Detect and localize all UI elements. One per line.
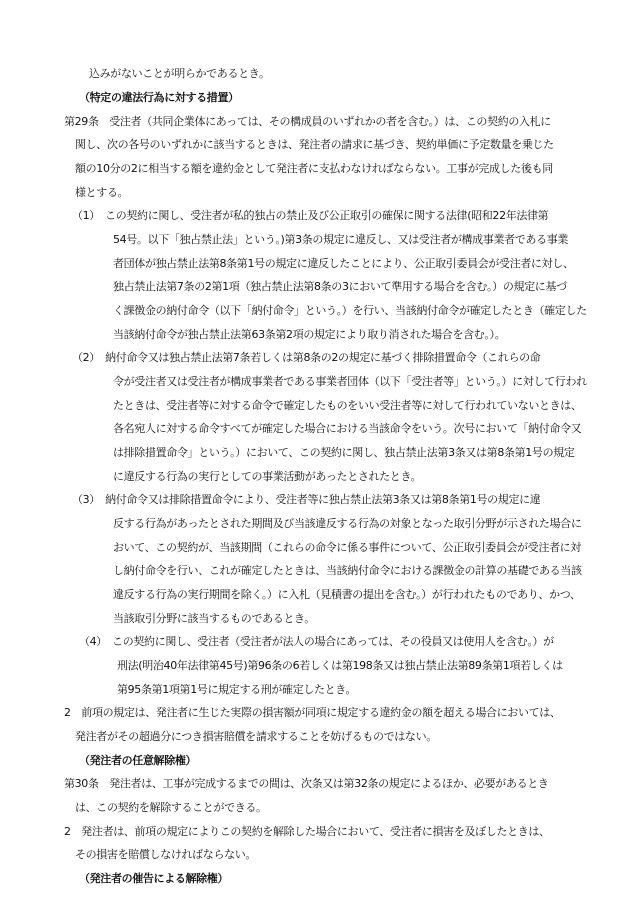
text-line: 反する行為があったとされた期間及び当該違反する行為の対象となった取引分野が示された場合に (113, 517, 582, 530)
article-29-line: 第29条 受注者（共同企業体にあっては、その構成員のいずれかの者を含む。）は、この契約の入札に (64, 115, 551, 128)
text-line: 当該納付命令が独占禁止法第63条第2項の規定により取り消された場合を含む。）。 (113, 328, 506, 341)
item-2-line: （2） 納付命令又は独占禁止法第7条若しくは第8条の2の規定に基づく排除措置命令（これらの命 (72, 351, 541, 364)
section-heading: （発注者の任意解除権） (79, 754, 197, 767)
text-line: 込みがないことが明らかであるとき。 (89, 67, 270, 80)
text-line: 違反する行為の実行期間を除く。）に入札（見積書の提出を含む。）が行われたものであり、かつ、 (113, 588, 581, 601)
text-line: 額の10分の2に相当する額を違約金として発注者に支払わなければならない。工事が完成した後も同 (75, 162, 553, 175)
text-line: 当該取引分野に該当するものであるとき。 (113, 612, 315, 625)
text-line: し納付命令を行い、これが確定したときは、当該納付命令における課徴金の計算の基礎である当該 (113, 564, 582, 577)
text-line: は、この契約を解除することができる。 (75, 801, 267, 814)
text-line: に違反する行為の実行としての事業活動があったとされたとき。 (113, 470, 422, 483)
text-line: 令が受注者又は受注者が構成事業者である事業者団体（以下「受注者等」という。）に対して行われ (113, 375, 587, 388)
paragraph-2-line: 2 発注者は、前項の規定によりこの契約を解除した場合において、受注者に損害を及ぼしたときは、 (64, 825, 550, 838)
section-heading: （発注者の催告による解除権） (79, 872, 229, 885)
text-line: く課徴金の納付命令（以下「納付命令」という。）を行い、当該納付命令が確定したとき（確定した (113, 304, 587, 317)
section-heading: （特定の違法行為に対する措置） (79, 91, 239, 104)
text-line: その損害を賠償しなければならない。 (75, 848, 257, 861)
paragraph-2-line: 2 前項の規定は、発注者に生じた実際の損害額が同項に規定する違約金の額を超える場合においては、 (64, 706, 561, 719)
text-line: 者団体が独占禁止法第8条第1号の規定に違反したことにより、公正取引委員会が受注者に対し、 (113, 257, 574, 270)
item-4-line: （4） この契約に関し、受注者（受注者が法人の場合にあっては、その役員又は使用人を含む。）が (79, 635, 554, 648)
item-1-line: （1） この契約に関し、受注者が私的独占の禁止及び公正取引の確保に関する法律(昭和22年法律第 (72, 209, 549, 222)
text-line: 様とする。 (75, 186, 129, 199)
text-line: 各名宛人に対する命令すべてが確定した場合における当該命令をいう。次号において「納付命令又 (113, 422, 582, 435)
text-line: 関し、次の各号のいずれかに該当するときは、発注者の請求に基づき、契約単価に予定数量を乗じた (75, 138, 554, 151)
text-line: 発注者がその超過分につき損害賠償を請求することを妨げるものではない。 (75, 730, 437, 743)
text-line: 独占禁止法第7条の2第1項（独占禁止法第8条の3において準用する場合を含む。）の規定に基づ (113, 280, 567, 293)
text-line: おいて、この契約が、当該期間（これらの命令に係る事件について、公正取引委員会が受注者に対 (113, 541, 581, 554)
text-line: 54号。以下「独占禁止法」という。)第3条の規定に違反し、又は受注者が構成事業者である事業 (113, 233, 569, 246)
text-line: 第95条第1項第1号に規定する刑が確定したとき。 (117, 683, 357, 696)
item-3-line: （3） 納付命令又は排除措置命令により、受注者等に独占禁止法第3条又は第8条第1号の規定に違 (72, 493, 541, 506)
article-30-line: 第30条 発注者は、工事が完成するまでの間は、次条又は第32条の規定によるほか、必要があるとき (64, 777, 549, 790)
text-line: は排除措置命令」という。）において、この契約に関し、独占禁止法第3条又は第8条第1号の規定 (113, 446, 575, 459)
text-line: たときは、受注者等に対する命令で確定したものをいい受注者等に対して行われていないときは、 (113, 399, 582, 412)
text-line: 刑法(明治40年法律第45号)第96条の6若しくは第198条又は独占禁止法第89条第1項若しくは (117, 659, 563, 672)
